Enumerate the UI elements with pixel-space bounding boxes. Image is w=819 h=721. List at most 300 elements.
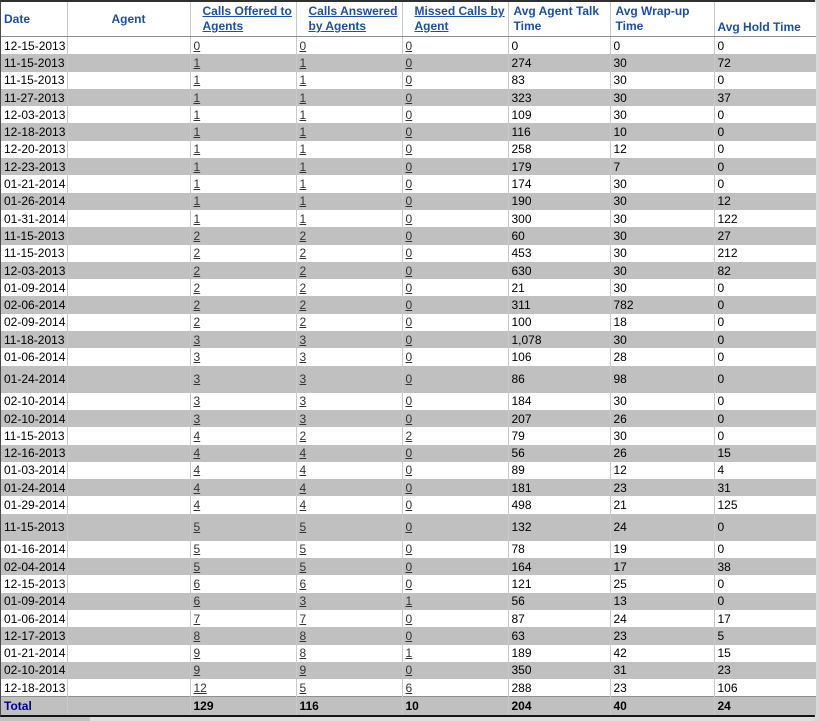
cell-date: 01-16-2014 [1, 541, 67, 558]
cell-date: 01-09-2014 [1, 279, 67, 296]
answered-count-link[interactable]: 6 [299, 576, 307, 591]
offered-count-link[interactable]: 1 [193, 177, 201, 192]
cell-avg-wrapup-time: 30 [610, 54, 714, 71]
cell-avg-talk-time: 78 [508, 541, 610, 558]
offered-count-link[interactable]: 2 [193, 315, 201, 330]
missed-count-link[interactable]: 0 [405, 628, 413, 643]
cell-offered [190, 479, 296, 496]
cell-answered [296, 541, 402, 558]
offered-count-link[interactable]: 2 [193, 263, 201, 278]
missed-count-link[interactable]: 0 [405, 611, 413, 626]
cell-missed [402, 123, 508, 140]
answered-count-link[interactable]: 3 [299, 411, 307, 426]
cell-date: 11-15-2013 [1, 227, 67, 244]
answered-count-link[interactable]: 1 [299, 142, 307, 157]
cell-agent [67, 72, 190, 89]
missed-count-link[interactable]: 0 [405, 480, 413, 495]
cell-missed [402, 72, 508, 89]
missed-count-link[interactable]: 6 [405, 680, 413, 695]
table-row [1, 427, 816, 444]
answered-count-link[interactable]: 4 [299, 463, 307, 478]
offered-count-link[interactable]: 4 [193, 446, 201, 461]
cell-offered [190, 331, 296, 348]
missed-count-link[interactable]: 0 [405, 194, 413, 209]
cell-avg-hold-time: 0 [714, 296, 816, 313]
cell-answered [296, 106, 402, 123]
table-row [1, 193, 816, 210]
answered-count-link[interactable]: 5 [299, 542, 307, 557]
answered-count-link[interactable]: 3 [299, 394, 307, 409]
cell-agent [67, 496, 190, 513]
cell-missed [402, 427, 508, 444]
missed-count-link[interactable]: 0 [405, 90, 413, 105]
missed-count-link[interactable]: 0 [405, 520, 413, 535]
cell-date: 11-15-2013 [1, 427, 67, 444]
cell-avg-wrapup-time: 18 [610, 314, 714, 331]
table-row [1, 445, 816, 462]
offered-count-link[interactable]: 2 [193, 280, 201, 295]
cell-missed [402, 106, 508, 123]
cell-avg-wrapup-time: 17 [610, 558, 714, 575]
table-row [1, 54, 816, 71]
answered-count-link[interactable]: 1 [299, 125, 307, 140]
table-row [1, 175, 816, 192]
cell-avg-wrapup-time: 30 [610, 331, 714, 348]
missed-count-link[interactable]: 0 [405, 411, 413, 426]
answered-count-link[interactable]: 2 [299, 263, 307, 278]
cell-missed [402, 679, 508, 697]
answered-count-link[interactable]: 3 [299, 349, 307, 364]
offered-count-link[interactable]: 0 [193, 38, 201, 53]
answered-count-link[interactable]: 4 [299, 446, 307, 461]
answered-count-link[interactable]: 3 [299, 372, 307, 387]
answered-count-link[interactable]: 0 [299, 38, 307, 53]
cell-missed [402, 410, 508, 427]
table-row [1, 645, 816, 662]
missed-count-link[interactable]: 0 [405, 559, 413, 574]
cell-avg-hold-time: 0 [714, 314, 816, 331]
cell-avg-wrapup-time: 21 [610, 496, 714, 513]
table-row [1, 627, 816, 644]
offered-count-link[interactable]: 3 [193, 332, 201, 347]
missed-count-link[interactable]: 0 [405, 315, 413, 330]
cell-answered [296, 427, 402, 444]
offered-count-link[interactable]: 4 [193, 428, 201, 443]
cell-avg-talk-time: 350 [508, 662, 610, 679]
cell-avg-talk-time: 174 [508, 175, 610, 192]
cell-answered [296, 366, 402, 393]
cell-missed [402, 37, 508, 55]
cell-agent [67, 662, 190, 679]
cell-answered [296, 593, 402, 610]
cell-agent [67, 514, 190, 541]
cell-date: 12-15-2013 [1, 575, 67, 592]
table-row [1, 227, 816, 244]
answered-count-link[interactable]: 8 [299, 628, 307, 643]
missed-count-link[interactable]: 0 [405, 38, 413, 53]
cell-missed [402, 193, 508, 210]
cell-agent [67, 479, 190, 496]
offered-count-link[interactable]: 4 [193, 463, 201, 478]
table-row [1, 314, 816, 331]
cell-avg-talk-time: 116 [508, 123, 610, 140]
offered-count-link[interactable]: 1 [193, 142, 201, 157]
cell-avg-talk-time: 56 [508, 593, 610, 610]
offered-count-link[interactable]: 2 [193, 298, 201, 313]
answered-count-link[interactable]: 4 [299, 480, 307, 495]
header-avg-talk-line2: Time [513, 19, 542, 33]
cell-date: 11-18-2013 [1, 331, 67, 348]
cell-offered [190, 106, 296, 123]
cell-agent [67, 89, 190, 106]
bottom-strip [0, 717, 813, 721]
cell-date: 02-10-2014 [1, 410, 67, 427]
missed-count-link[interactable]: 0 [405, 263, 413, 278]
offered-count-link[interactable]: 3 [193, 411, 201, 426]
answered-count-link[interactable]: 3 [299, 332, 307, 347]
cell-date: 12-18-2013 [1, 679, 67, 697]
cell-answered [296, 314, 402, 331]
missed-count-link[interactable]: 0 [405, 498, 413, 513]
missed-count-link[interactable]: 0 [405, 394, 413, 409]
cell-avg-talk-time: 453 [508, 245, 610, 262]
cell-date: 11-15-2013 [1, 245, 67, 262]
cell-date: 12-03-2013 [1, 262, 67, 279]
offered-count-link[interactable]: 6 [193, 576, 201, 591]
offered-count-link[interactable]: 1 [193, 55, 201, 70]
table-row [1, 262, 816, 279]
missed-count-link[interactable]: 0 [405, 663, 413, 678]
answered-count-link[interactable]: 2 [299, 428, 307, 443]
offered-count-link[interactable]: 4 [193, 480, 201, 495]
table-row [1, 575, 816, 592]
cell-agent [67, 106, 190, 123]
missed-count-link[interactable]: 1 [405, 594, 413, 609]
cell-avg-talk-time: 109 [508, 106, 610, 123]
cell-avg-talk-time: 21 [508, 279, 610, 296]
offered-count-link[interactable]: 1 [193, 73, 201, 88]
cell-avg-hold-time: 15 [714, 445, 816, 462]
cell-avg-wrapup-time: 30 [610, 262, 714, 279]
missed-count-link[interactable]: 0 [405, 125, 413, 140]
offered-count-link[interactable]: 12 [193, 680, 207, 695]
missed-count-link[interactable]: 1 [405, 646, 413, 661]
cell-avg-hold-time: 122 [714, 210, 816, 227]
cell-avg-talk-time: 1,078 [508, 331, 610, 348]
offered-count-link[interactable]: 1 [193, 194, 201, 209]
cell-agent [67, 158, 190, 175]
cell-avg-talk-time: 164 [508, 558, 610, 575]
cell-avg-hold-time: 4 [714, 462, 816, 479]
total-avg-talk-time: 204 [508, 697, 610, 716]
cell-avg-hold-time: 5 [714, 627, 816, 644]
offered-count-link[interactable]: 3 [193, 394, 201, 409]
answered-count-link[interactable]: 3 [299, 594, 307, 609]
cell-avg-talk-time: 189 [508, 645, 610, 662]
table-body [1, 37, 816, 697]
cell-offered [190, 679, 296, 697]
cell-avg-talk-time: 79 [508, 427, 610, 444]
missed-count-link[interactable]: 0 [405, 159, 413, 174]
offered-count-link[interactable]: 9 [193, 663, 201, 678]
missed-count-link[interactable]: 0 [405, 177, 413, 192]
cell-avg-wrapup-time: 23 [610, 479, 714, 496]
answered-count-link[interactable]: 1 [299, 90, 307, 105]
cell-date: 12-23-2013 [1, 158, 67, 175]
header-avg-wrapup-time [610, 2, 714, 37]
answered-count-link[interactable]: 4 [299, 498, 307, 513]
table-row [1, 496, 816, 513]
offered-count-link[interactable]: 1 [193, 125, 201, 140]
cell-avg-hold-time: 106 [714, 679, 816, 697]
missed-count-link[interactable]: 0 [405, 107, 413, 122]
cell-offered [190, 314, 296, 331]
cell-avg-wrapup-time: 24 [610, 514, 714, 541]
cell-offered [190, 279, 296, 296]
cell-agent [67, 348, 190, 365]
cell-date: 02-09-2014 [1, 314, 67, 331]
missed-count-link[interactable]: 0 [405, 73, 413, 88]
cell-avg-hold-time: 72 [714, 54, 816, 71]
cell-offered [190, 175, 296, 192]
cell-answered [296, 410, 402, 427]
header-calls-answered-line1: Calls Answered [308, 4, 398, 18]
cell-avg-wrapup-time: 28 [610, 348, 714, 365]
cell-agent [67, 610, 190, 627]
header-calls-answered [296, 2, 402, 37]
missed-count-link[interactable]: 0 [405, 298, 413, 313]
cell-missed [402, 445, 508, 462]
missed-count-link[interactable]: 0 [405, 246, 413, 261]
missed-count-link[interactable]: 0 [405, 332, 413, 347]
cell-answered [296, 245, 402, 262]
cell-answered [296, 89, 402, 106]
cell-offered [190, 193, 296, 210]
missed-count-link[interactable]: 0 [405, 576, 413, 591]
cell-avg-wrapup-time: 24 [610, 610, 714, 627]
cell-answered [296, 175, 402, 192]
answered-count-link[interactable]: 9 [299, 663, 307, 678]
cell-date: 11-15-2013 [1, 72, 67, 89]
cell-agent [67, 227, 190, 244]
total-label: Total [1, 697, 67, 716]
total-agent-cell [67, 697, 190, 716]
offered-count-link[interactable]: 1 [193, 211, 201, 226]
cell-avg-wrapup-time: 10 [610, 123, 714, 140]
answered-count-link[interactable]: 1 [299, 107, 307, 122]
cell-missed [402, 296, 508, 313]
offered-count-link[interactable]: 8 [193, 628, 201, 643]
answered-count-link[interactable]: 8 [299, 646, 307, 661]
offered-count-link[interactable]: 2 [193, 246, 201, 261]
cell-avg-wrapup-time: 30 [610, 427, 714, 444]
answered-count-link[interactable]: 1 [299, 55, 307, 70]
offered-count-link[interactable]: 3 [193, 349, 201, 364]
cell-avg-talk-time: 83 [508, 72, 610, 89]
cell-agent [67, 645, 190, 662]
total-missed-calls: 10 [402, 697, 508, 716]
cell-missed [402, 348, 508, 365]
cell-avg-talk-time: 89 [508, 462, 610, 479]
cell-answered [296, 227, 402, 244]
header-calls-offered-line1: Calls Offered to [202, 4, 292, 18]
offered-count-link[interactable]: 9 [193, 646, 201, 661]
header-avg-talk-time [508, 2, 610, 37]
answered-count-link[interactable]: 5 [299, 520, 307, 535]
missed-count-link[interactable]: 0 [405, 446, 413, 461]
cell-offered [190, 158, 296, 175]
offered-count-link[interactable]: 4 [193, 498, 201, 513]
cell-missed [402, 393, 508, 410]
answered-count-link[interactable]: 1 [299, 73, 307, 88]
cell-offered [190, 427, 296, 444]
cell-avg-wrapup-time: 30 [610, 210, 714, 227]
cell-avg-wrapup-time: 12 [610, 462, 714, 479]
offered-count-link[interactable]: 5 [193, 559, 201, 574]
cell-offered [190, 348, 296, 365]
offered-count-link[interactable]: 1 [193, 90, 201, 105]
answered-count-link[interactable]: 5 [299, 680, 307, 695]
cell-missed [402, 366, 508, 393]
cell-avg-talk-time: 630 [508, 262, 610, 279]
cell-missed [402, 210, 508, 227]
header-missed-calls-line2: Agent [414, 19, 449, 33]
table-row [1, 462, 816, 479]
cell-answered [296, 348, 402, 365]
cell-avg-talk-time: 179 [508, 158, 610, 175]
cell-answered [296, 262, 402, 279]
cell-avg-talk-time: 207 [508, 410, 610, 427]
cell-avg-talk-time: 63 [508, 627, 610, 644]
cell-date: 01-06-2014 [1, 348, 67, 365]
cell-avg-hold-time: 0 [714, 541, 816, 558]
cell-offered [190, 123, 296, 140]
cell-date: 01-06-2014 [1, 610, 67, 627]
cell-agent [67, 314, 190, 331]
answered-count-link[interactable]: 2 [299, 280, 307, 295]
cell-avg-hold-time: 125 [714, 496, 816, 513]
answered-count-link[interactable]: 1 [299, 159, 307, 174]
cell-missed [402, 175, 508, 192]
offered-count-link[interactable]: 3 [193, 372, 201, 387]
sort-calls-answered-link[interactable] [309, 4, 398, 33]
cell-agent [67, 175, 190, 192]
table-row [1, 279, 816, 296]
cell-avg-talk-time: 288 [508, 679, 610, 697]
missed-count-link[interactable]: 0 [405, 280, 413, 295]
cell-avg-wrapup-time: 30 [610, 245, 714, 262]
sort-missed-calls-link[interactable] [415, 4, 505, 33]
offered-count-link[interactable]: 7 [193, 611, 201, 626]
cell-offered [190, 141, 296, 158]
answered-count-link[interactable]: 1 [299, 194, 307, 209]
cell-offered [190, 410, 296, 427]
cell-missed [402, 575, 508, 592]
answered-count-link[interactable]: 7 [299, 611, 307, 626]
table-row [1, 393, 816, 410]
total-avg-wrapup-time: 40 [610, 697, 714, 716]
offered-count-link[interactable]: 5 [193, 542, 201, 557]
answered-count-link[interactable]: 1 [299, 177, 307, 192]
missed-count-link[interactable]: 0 [405, 372, 413, 387]
cell-agent [67, 679, 190, 697]
missed-count-link[interactable]: 0 [405, 463, 413, 478]
sort-calls-offered-link[interactable] [203, 4, 292, 33]
cell-agent [67, 210, 190, 227]
cell-avg-wrapup-time: 31 [610, 662, 714, 679]
table-row [1, 514, 816, 541]
cell-date: 01-09-2014 [1, 593, 67, 610]
cell-avg-wrapup-time: 30 [610, 72, 714, 89]
answered-count-link[interactable]: 2 [299, 315, 307, 330]
cell-offered [190, 645, 296, 662]
cell-avg-talk-time: 100 [508, 314, 610, 331]
offered-count-link[interactable]: 1 [193, 107, 201, 122]
table-row [1, 89, 816, 106]
offered-count-link[interactable]: 1 [193, 159, 201, 174]
answered-count-link[interactable]: 5 [299, 559, 307, 574]
missed-count-link[interactable]: 0 [405, 55, 413, 70]
missed-count-link[interactable]: 0 [405, 142, 413, 157]
missed-count-link[interactable]: 0 [405, 349, 413, 364]
offered-count-link[interactable]: 2 [193, 228, 201, 243]
cell-avg-hold-time: 0 [714, 575, 816, 592]
cell-avg-hold-time: 17 [714, 610, 816, 627]
missed-count-link[interactable]: 0 [405, 228, 413, 243]
answered-count-link[interactable]: 2 [299, 246, 307, 261]
header-missed-calls-line1: Missed Calls by [414, 4, 505, 18]
missed-count-link[interactable]: 2 [405, 428, 413, 443]
cell-avg-talk-time: 106 [508, 348, 610, 365]
cell-missed [402, 662, 508, 679]
table-row [1, 558, 816, 575]
cell-avg-wrapup-time: 0 [610, 37, 714, 55]
cell-offered [190, 496, 296, 513]
answered-count-link[interactable]: 2 [299, 228, 307, 243]
cell-agent [67, 627, 190, 644]
cell-agent [67, 141, 190, 158]
header-avg-wrapup-line2: Time [615, 19, 644, 33]
answered-count-link[interactable]: 2 [299, 298, 307, 313]
missed-count-link[interactable]: 0 [405, 211, 413, 226]
table-row [1, 72, 816, 89]
cell-answered [296, 123, 402, 140]
table-row [1, 296, 816, 313]
cell-missed [402, 610, 508, 627]
cell-avg-talk-time: 87 [508, 610, 610, 627]
horizontal-scrollbar-thumb[interactable] [0, 717, 90, 721]
cell-offered [190, 366, 296, 393]
cell-agent [67, 427, 190, 444]
cell-answered [296, 496, 402, 513]
cell-answered [296, 479, 402, 496]
cell-offered [190, 89, 296, 106]
cell-agent [67, 54, 190, 71]
cell-missed [402, 245, 508, 262]
offered-count-link[interactable]: 6 [193, 594, 201, 609]
cell-date: 11-15-2013 [1, 514, 67, 541]
cell-offered [190, 296, 296, 313]
cell-missed [402, 558, 508, 575]
cell-offered [190, 210, 296, 227]
cell-avg-wrapup-time: 30 [610, 106, 714, 123]
answered-count-link[interactable]: 1 [299, 211, 307, 226]
cell-missed [402, 89, 508, 106]
missed-count-link[interactable]: 0 [405, 542, 413, 557]
cell-answered [296, 158, 402, 175]
cell-date: 12-18-2013 [1, 123, 67, 140]
offered-count-link[interactable]: 5 [193, 520, 201, 535]
